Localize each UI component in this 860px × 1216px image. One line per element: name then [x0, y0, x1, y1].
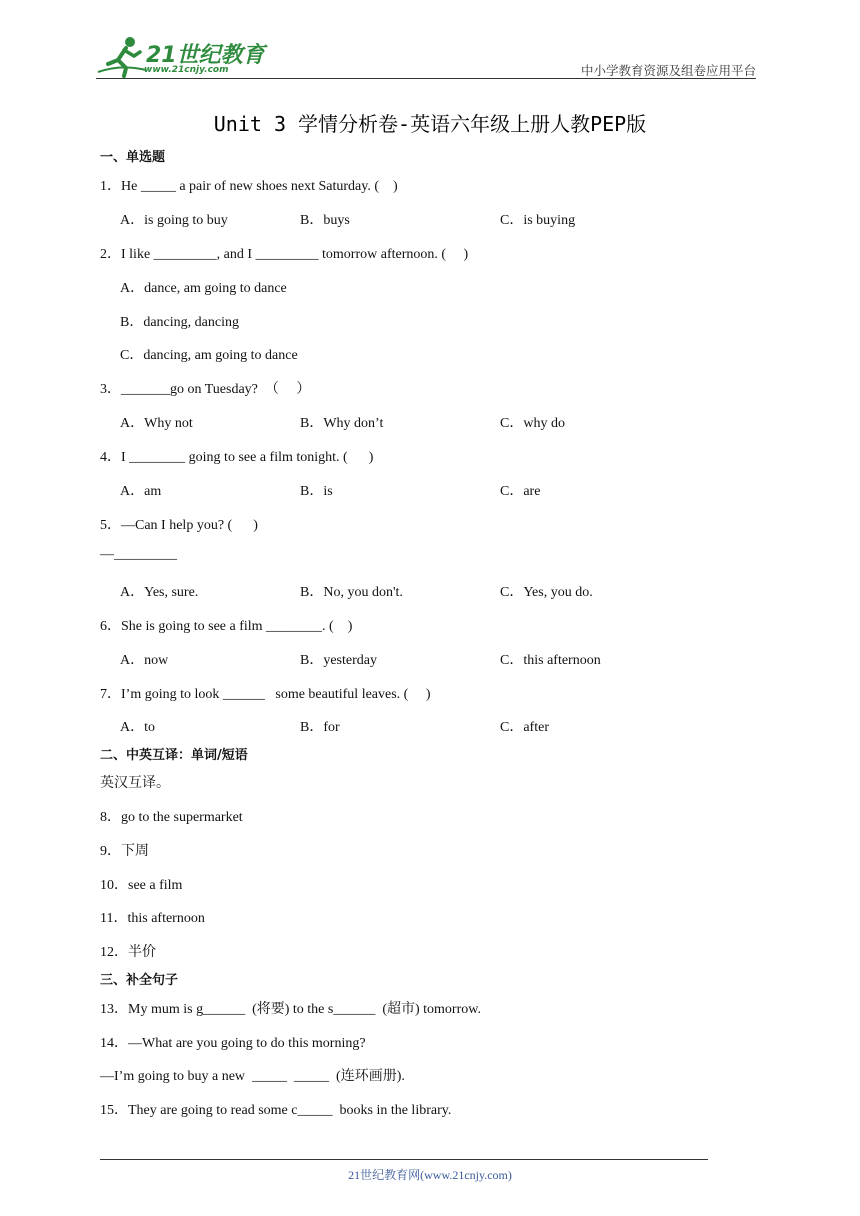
- question-stem: 6．She is going to see a film ________. ( ): [100, 619, 353, 634]
- question-stem: 4．I ________ going to see a film tonight. ( ): [100, 450, 374, 465]
- header-tagline: 中小学教育资源及组卷应用平台: [580, 64, 756, 78]
- question-stem: 1．He _____ a pair of new shoes next Saturday. ( ): [100, 179, 398, 194]
- logo-text: 21世纪教育: [146, 43, 265, 68]
- question-item: 10．see a film: [100, 878, 183, 893]
- option-c: C．this afternoon: [500, 653, 601, 668]
- option-b: B．No, you don't.: [300, 585, 403, 600]
- option-b: B．dancing, dancing: [120, 315, 239, 330]
- runner-logo-icon: [96, 34, 148, 78]
- question-stem: 2．I like _________, and I _________ tomorrow afternoon. ( ): [100, 247, 469, 262]
- footer-text: 21世纪教育网(www.21cnjy.com): [348, 1168, 512, 1182]
- option-c: C．after: [500, 720, 549, 735]
- option-c: C．dancing, am going to dance: [120, 348, 298, 363]
- question-stem: 5．—Can I help you? ( ): [100, 518, 258, 533]
- option-c: C．Yes, you do.: [500, 585, 593, 600]
- option-a: A．is going to buy: [120, 213, 228, 228]
- option-a: A．Yes, sure.: [120, 585, 199, 600]
- option-b: B．Why don’t: [300, 416, 384, 431]
- option-b: B．yesterday: [300, 653, 377, 668]
- question-item: 14．—What are you going to do this morning?: [100, 1036, 366, 1051]
- question-item: 11．this afternoon: [100, 911, 205, 926]
- question-stem: 7．I’m going to look ______ some beautiful leaves. ( ): [100, 687, 431, 702]
- option-b: B．is: [300, 484, 333, 499]
- logo: [96, 34, 266, 78]
- footer-divider: [100, 1159, 708, 1160]
- section-heading: 三、补全句子: [100, 973, 179, 988]
- option-a: A．dance, am going to dance: [120, 281, 287, 296]
- logo-url: www.21cnjy.com: [144, 65, 229, 75]
- page-title: Unit 3 学情分析卷-英语六年级上册人教PEP版: [213, 112, 647, 136]
- question-item-reply: —I’m going to buy a new _____ _____ (连环画册).: [100, 1069, 405, 1084]
- section-heading: 一、单选题: [100, 150, 166, 165]
- section-heading: 二、中英互译：单词/短语: [100, 748, 248, 763]
- header-divider: [96, 78, 756, 79]
- option-a: A．to: [120, 720, 155, 735]
- option-b: B．for: [300, 720, 340, 735]
- instruction: 英汉互译。: [100, 776, 170, 791]
- option-a: A．am: [120, 484, 162, 499]
- question-item: 12．半价: [100, 945, 156, 960]
- question-stem: 3．_______go on Tuesday? （ ）: [100, 382, 311, 397]
- option-a: A．now: [120, 653, 169, 668]
- option-c: C．why do: [500, 416, 565, 431]
- question-item: 15．They are going to read some c_____ books in the library.: [100, 1103, 452, 1118]
- option-b: B．buys: [300, 213, 350, 228]
- page-header: [96, 34, 756, 80]
- question-item: 9．下周: [100, 844, 149, 859]
- option-c: C．is buying: [500, 213, 576, 228]
- question-item: 8．go to the supermarket: [100, 810, 243, 825]
- option-a: A．Why not: [120, 416, 193, 431]
- question-stem-reply: —_________: [100, 547, 177, 562]
- question-item: 13．My mum is g______ (将要) to the s______ (超市) tomorrow.: [100, 1002, 481, 1017]
- option-c: C．are: [500, 484, 541, 499]
